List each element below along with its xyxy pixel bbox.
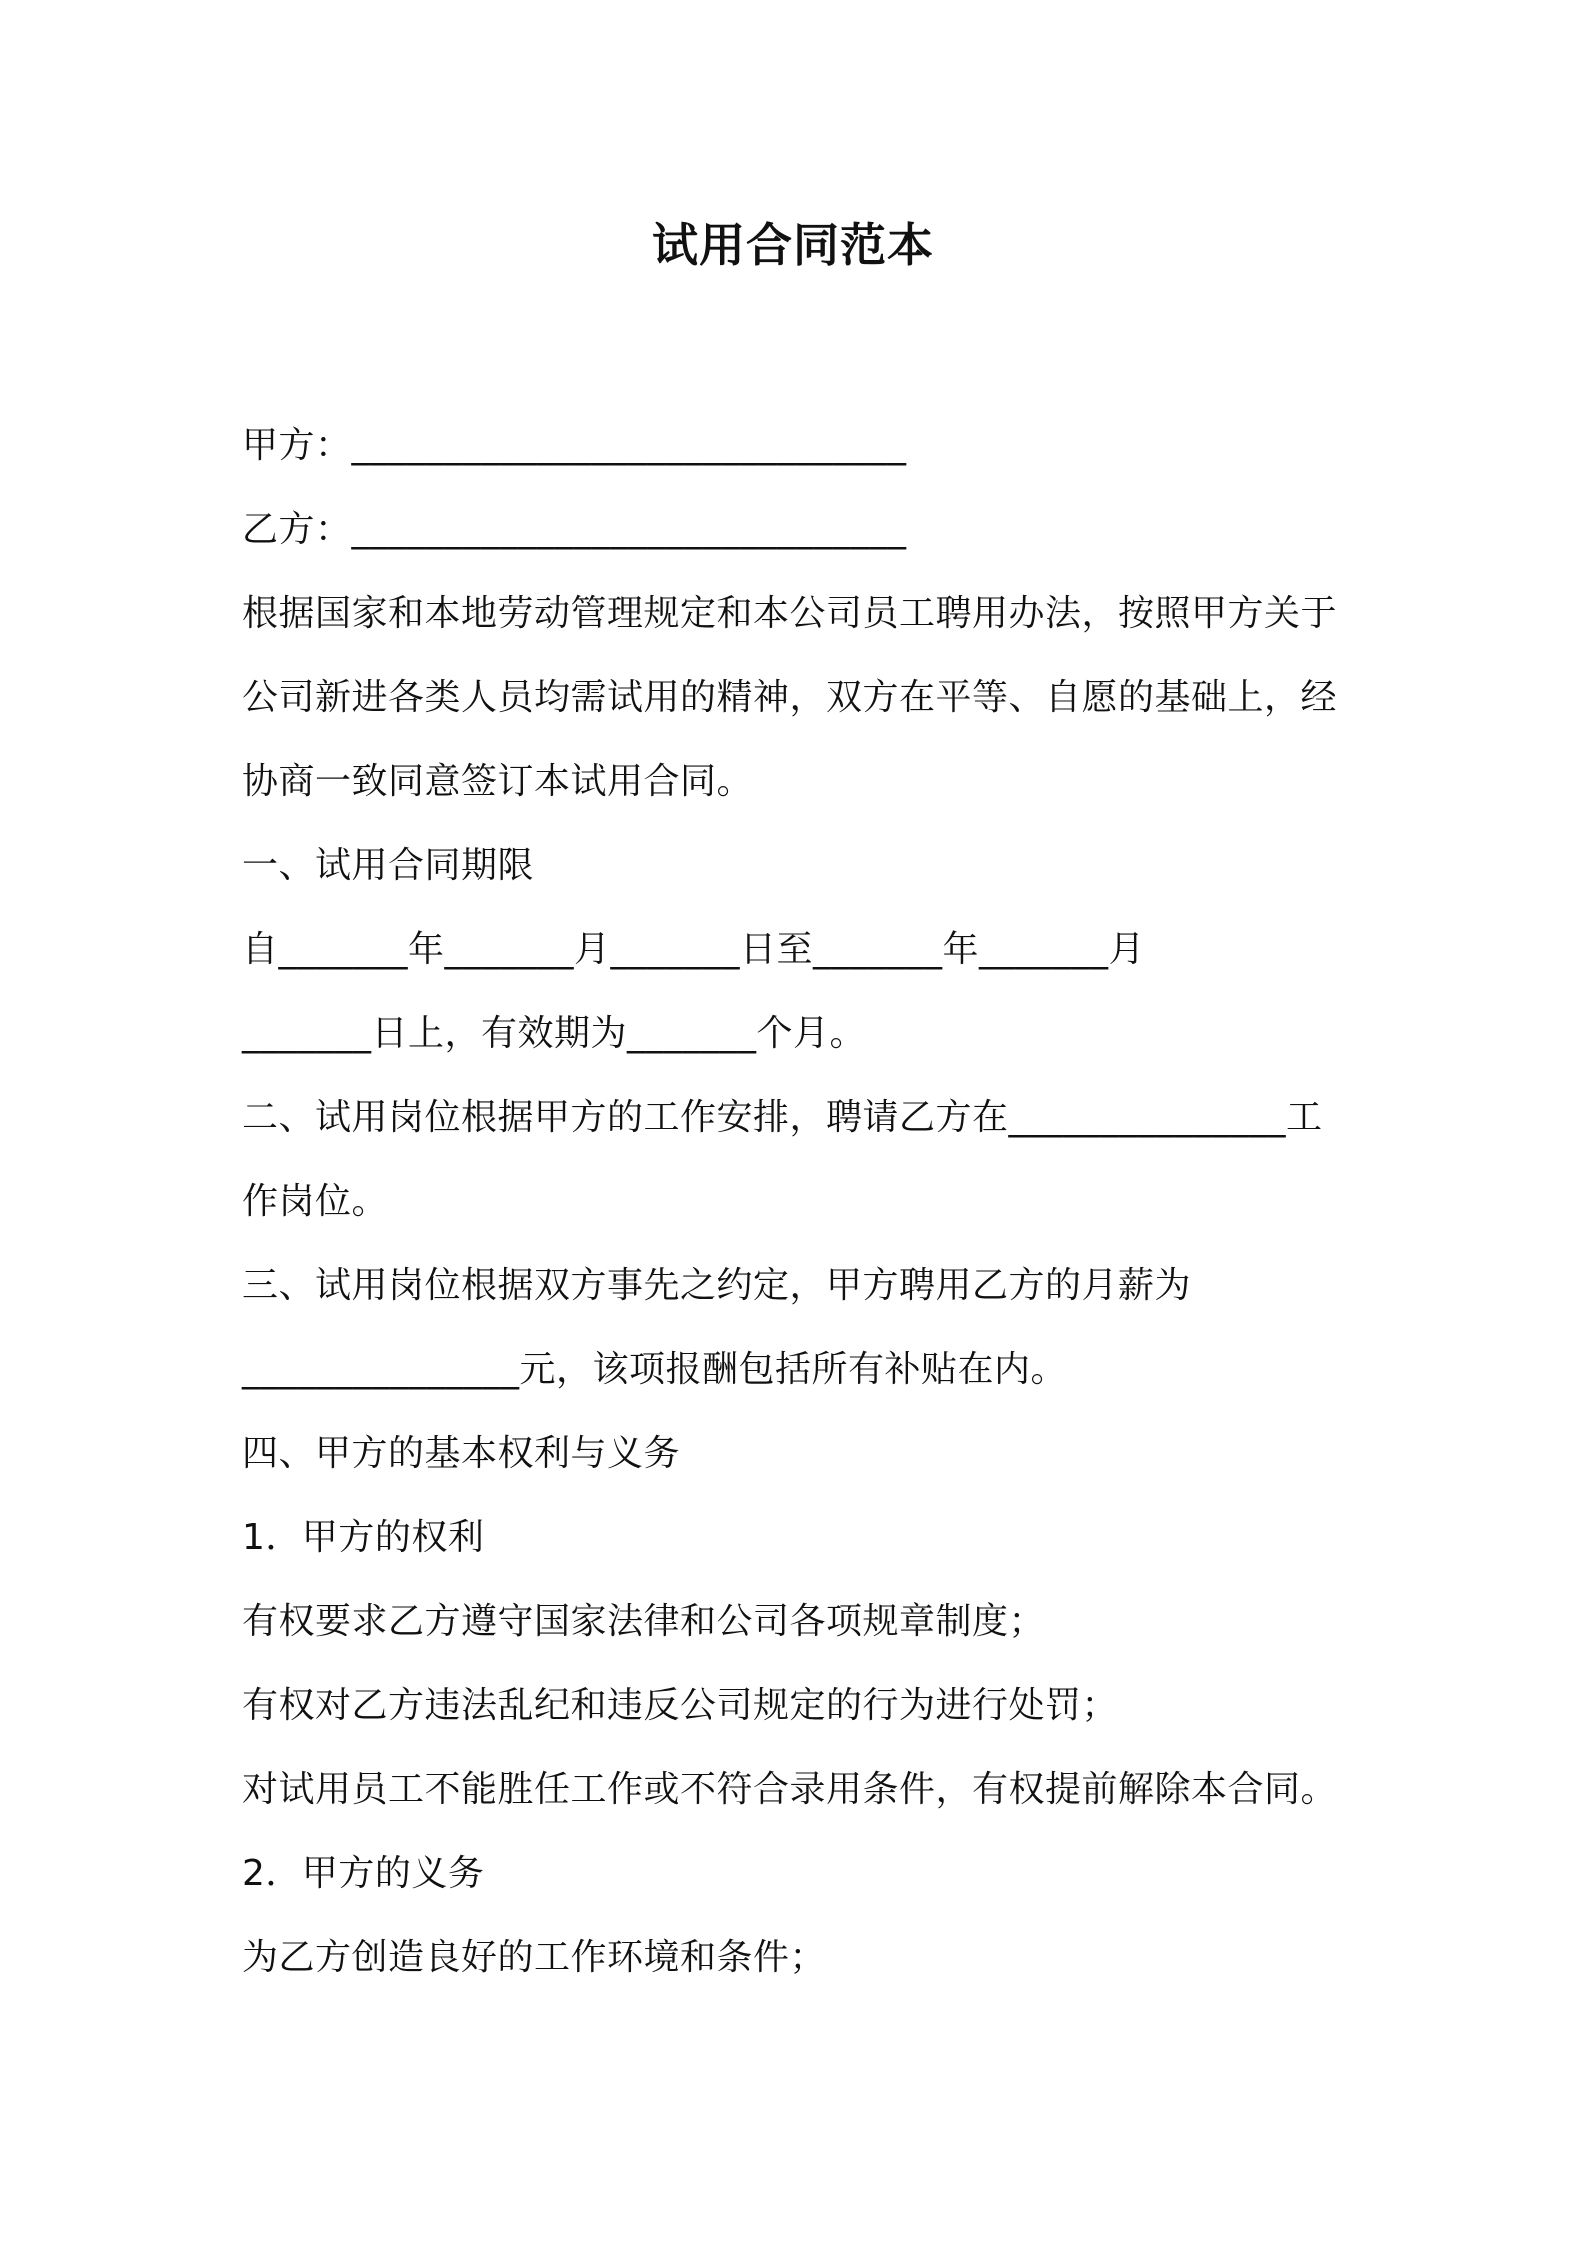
preamble-line-3: 协商一致同意签订本试用合同。: [242, 761, 754, 802]
party-a-right-2: 有权对乙方违法乱纪和违反公司规定的行为进行处罚；: [242, 1685, 1119, 1726]
term-dates-line-2: _______日上，有效期为_______个月。: [242, 1013, 867, 1054]
section-1-heading: 一、试用合同期限: [242, 845, 535, 886]
party-a-right-1: 有权要求乙方遵守国家法律和公司各项规章制度；: [242, 1601, 1046, 1642]
party-a-rights-heading: 1．甲方的权利: [242, 1517, 485, 1558]
preamble-line-1: 根据国家和本地劳动管理规定和本公司员工聘用办法，按照甲方关于: [242, 593, 1338, 634]
party-a-duties-heading: 2．甲方的义务: [242, 1853, 485, 1894]
document-title: 试用合同范本: [652, 218, 934, 272]
party-b-line: 乙方：______________________________: [242, 509, 907, 550]
document-body: [242, 404, 1362, 2000]
party-a-line: 甲方：______________________________: [242, 425, 907, 466]
section-3-line-2: _______________元，该项报酬包括所有补贴在内。: [242, 1349, 1068, 1390]
section-2-line-2: 作岗位。: [242, 1181, 389, 1222]
term-dates-line-1: 自_______年_______月_______日至_______年_______月: [242, 929, 1146, 970]
party-a-duty-1: 为乙方创造良好的工作环境和条件；: [242, 1937, 827, 1978]
section-4-heading: 四、甲方的基本权利与义务: [242, 1433, 681, 1474]
section-3-line-1: 三、试用岗位根据双方事先之约定，甲方聘用乙方的月薪为: [242, 1265, 1192, 1306]
party-a-right-3: 对试用员工不能胜任工作或不符合录用条件，有权提前解除本合同。: [242, 1769, 1338, 1810]
section-2-line-1: 二、试用岗位根据甲方的工作安排，聘请乙方在_______________工: [242, 1097, 1323, 1138]
preamble-line-2: 公司新进各类人员均需试用的精神，双方在平等、自愿的基础上，经: [242, 677, 1338, 718]
